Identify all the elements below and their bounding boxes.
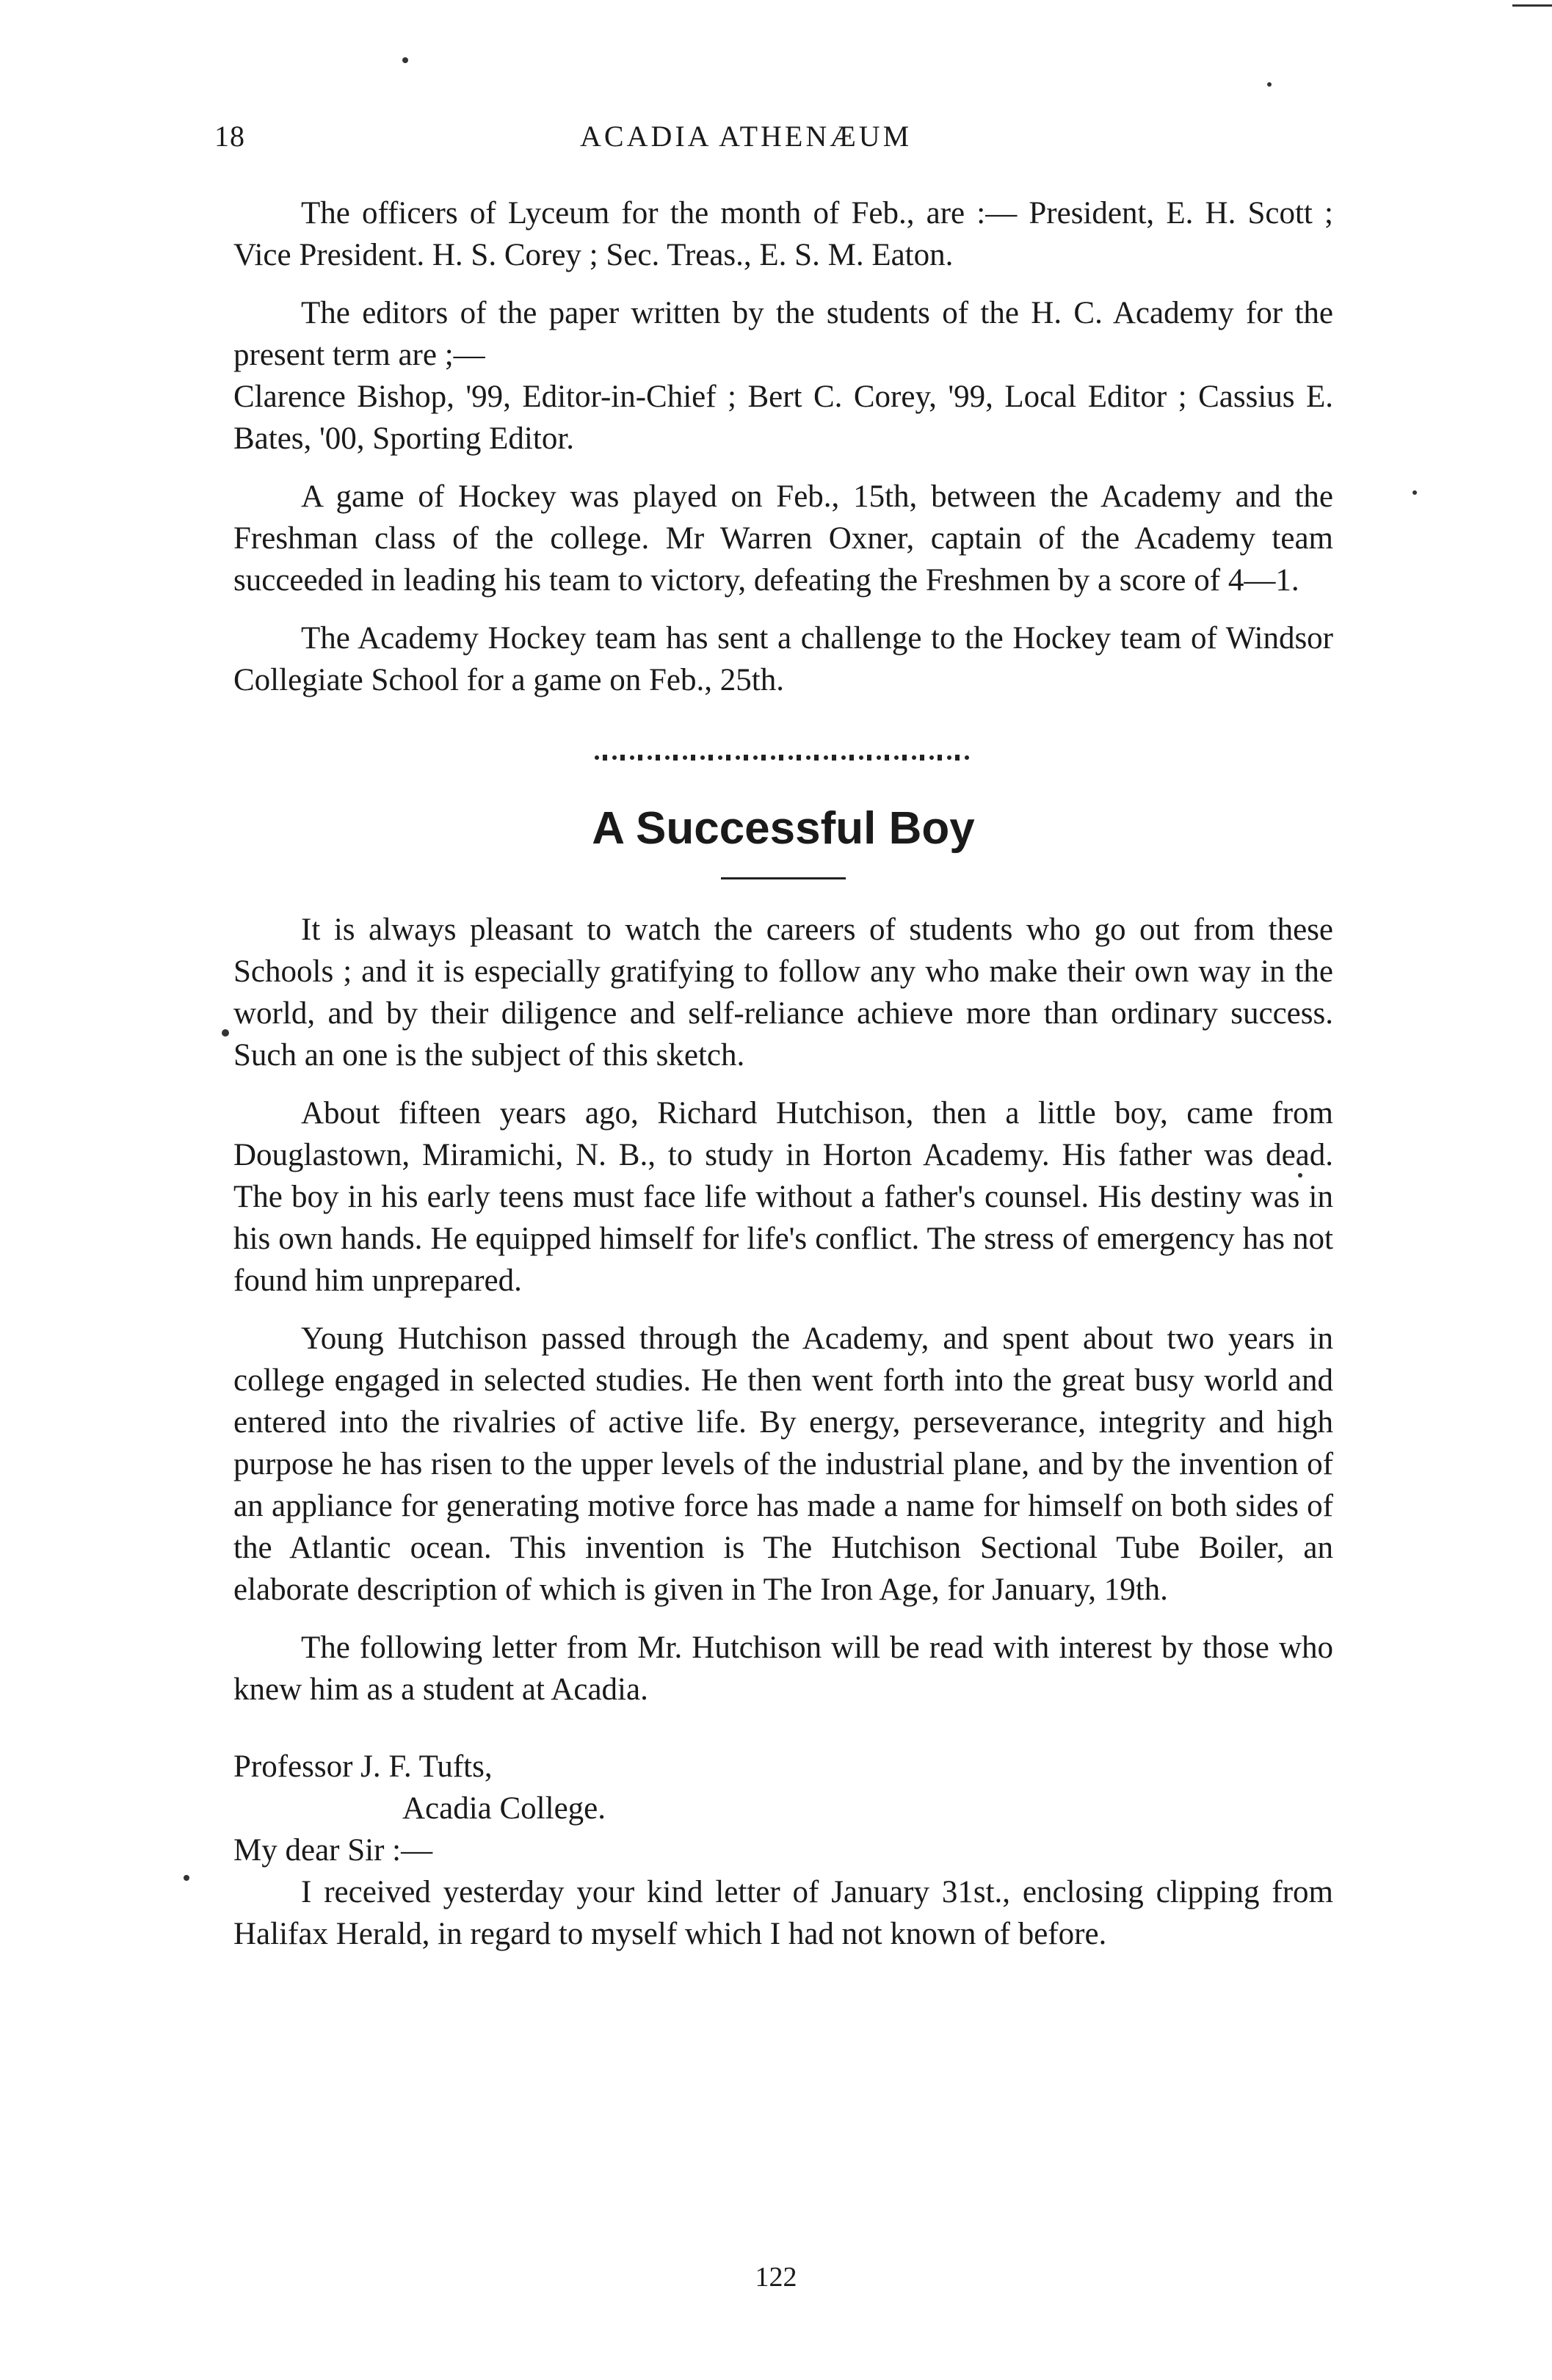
scan-speck [1267, 82, 1272, 87]
article-paragraph: The following letter from Mr. Hutchison will be read with interest by those who knew him as a student at Acadia. [233, 1630, 1333, 1707]
lyceum-officers-note: The officers of Lyceum for the month of Feb., are :— President, E. H. Scott ; Vice President. H. S. Corey ; Sec. Treas., E. S. M. Eaton. [233, 196, 1333, 272]
page-header [0, 119, 1552, 163]
scan-speck [1298, 1173, 1302, 1178]
title-rule [721, 877, 846, 879]
page-content [233, 192, 1333, 1955]
scan-speck [1413, 490, 1417, 495]
hockey-game-note: A game of Hockey was played on Feb., 15th, between the Academy and the Freshman class of the college. Mr Warren Oxner, captain of the Academy team succeeded in leading his team to victory, defeating the Freshmen by a score of 4—1. [233, 479, 1333, 598]
section-ornament [233, 748, 1333, 777]
letter-body: I received yesterday your kind letter of January 31st., enclosing clipping from Halifax Herald, in regard to myself which I had not known of before. [233, 1875, 1333, 1951]
article-title: A Successful Boy [592, 803, 975, 854]
running-title: ACADIA ATHENÆUM [580, 120, 913, 153]
hockey-challenge-note: The Academy Hockey team has sent a challenge to the Hockey team of Windsor Collegiate School for a game on Feb., 25th. [233, 621, 1333, 697]
article-paragraph: Young Hutchison passed through the Academy, and spent about two years in college engaged in selected studies. He then went forth into the great busy world and entered into the rivalries of active life. By energy, perseverance, integrity and high purpose he has risen to the upper levels of the industrial plane, and by the invention of an appliance for generating motive force has made a name for himself on both sides of the Atlantic ocean. This invention is The Hutchison Sectional Tube Boiler, an elaborate description of which is given in The Iron Age, for January, 19th. [233, 1321, 1333, 1607]
scan-speck [184, 1875, 189, 1881]
letter-addressee: Professor J. F. Tufts, [233, 1749, 493, 1784]
article-paragraph: It is always pleasant to watch the careers of students who go out from these Schools ; and it is especially gratifying to follow any who make their own way in the world, and by their diligence and self-reliance achieve more than ordinary success. Such an one is the subject of this sketch. [233, 913, 1333, 1073]
ornament-divider-icon [592, 750, 974, 765]
editors-note: The editors of the paper written by the students of the H. C. Academy for the present term are ;— [233, 296, 1333, 372]
letter-salutation: My dear Sir :— [233, 1833, 433, 1868]
scan-speck [222, 1029, 229, 1037]
page-number-bottom: 122 [755, 2262, 797, 2293]
scan-edge-mark [1512, 4, 1552, 7]
page-number-top: 18 [214, 120, 245, 153]
editors-list: Clarence Bishop, '99, Editor-in-Chief ; Bert C. Corey, '99, Local Editor ; Cassius E. Bates, '00, Sporting Editor. [233, 380, 1333, 456]
article-paragraph: About fifteen years ago, Richard Hutchison, then a little boy, came from Douglastown, Miramichi, N. B., to study in Horton Academy. His father was dead. The boy in his early teens must face life without a father's counsel. His destiny was in his own hands. He equipped himself for life's conflict. The stress of emergency has not found him unprepared. [233, 1096, 1333, 1298]
scan-speck [402, 57, 408, 63]
letter [233, 1746, 1333, 1955]
letter-institution: Acadia College. [402, 1791, 606, 1826]
